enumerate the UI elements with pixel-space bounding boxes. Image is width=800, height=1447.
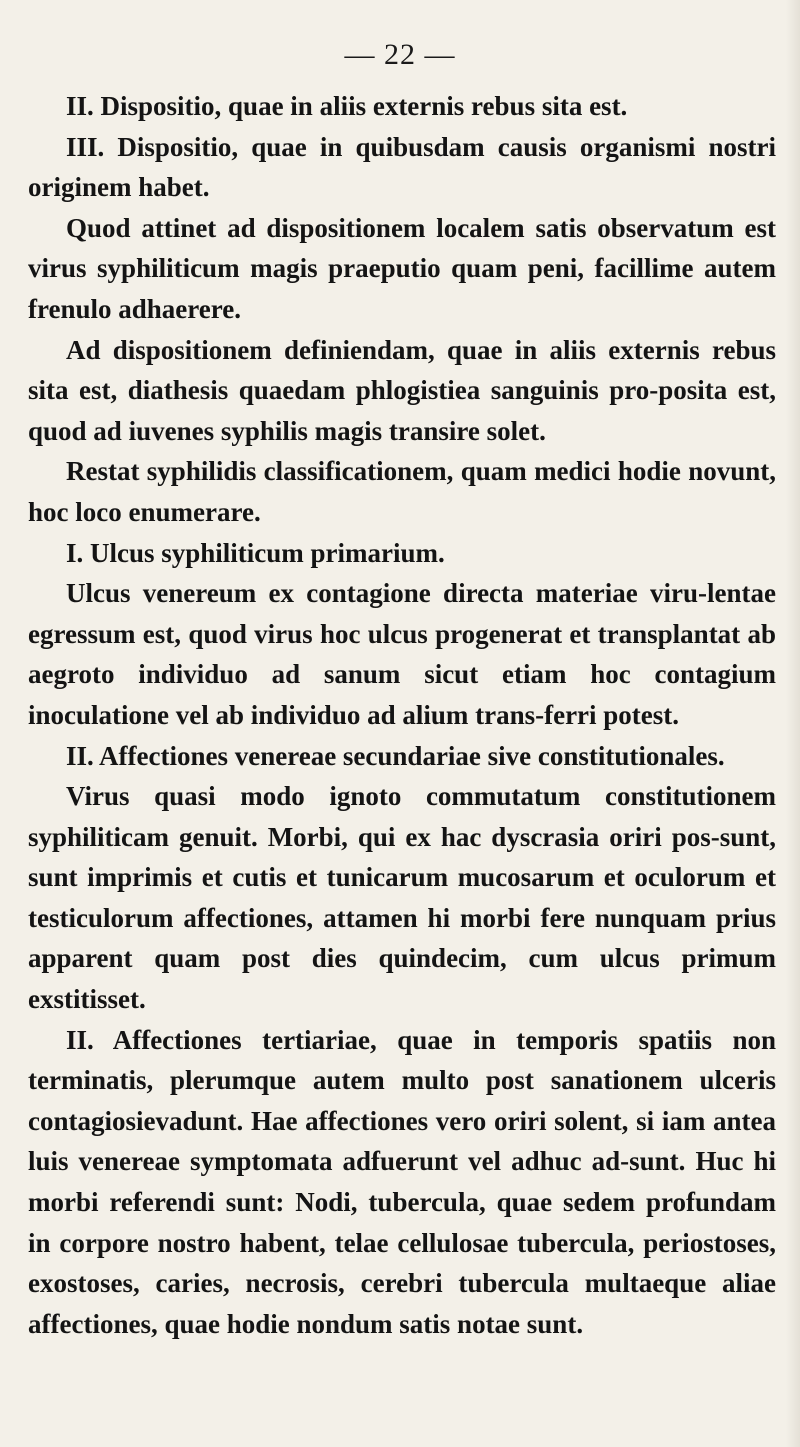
paragraph: II. Dispositio, quae in aliis externis rebus sita est. [66,91,628,121]
paragraph: Ad dispositionem definiendam, quae in aliis externis rebus sita est, diathesis quaedam phlogistiea sanguinis pro-posita est, quod ad iuvenes syphilis magis transire solet. [28,334,776,446]
paragraph: II. Affectiones venereae secundariae sive constitutionales. [66,740,725,771]
paragraph: Virus quasi modo ignoto commutatum constitutionem syphiliticam genuit. Morbi, qui ex hac dyscrasia oriri pos-sunt, sunt imprimis et cutis et tunicarum mucosarum et oculorum et testiculorum affectiones, attamen hi morbi fere nunquam prius apparent quam post dies quindecim, cum ulcus primum exstitisset. [28,781,776,1015]
paragraph: Restat syphilidis classificationem, quam medici hodie novunt, hoc loco enumerare. [28,456,776,527]
paragraph: Ulcus venereum ex contagione directa materiae viru-lentae egressum est, quod virus hoc ulcus progenerat et transplantat ab aegroto individuo ad sanum sicut etiam hoc contagium inoculatione vel ab individuo ad alium trans-ferri potest. [28,578,776,730]
paragraph: II. Affectiones tertiariae, quae in temporis spatiis non terminatis, plerumque autem multo post sanationem ulceris contagiosievadunt. Hae affectiones vero oriri solent, si iam antea luis venereae symptomata adfuerunt vel adhuc ad-sunt. Huc hi morbi referendi sunt: Nodi, tubercula, quae sedem profundam in corpore nostro habent, telae cellulosae tubercula, periostoses, exostoses, caries, necrosis, cerebri tubercula multaeque aliae affectiones, quae hodie nondum satis notae sunt. [28,1024,776,1339]
page-number: — 22 — [344,38,456,71]
body-text [28,86,776,1344]
paragraph: III. Dispositio, quae in quibusdam causis organismi nostri originem habet. [28,131,776,203]
paragraph: I. Ulcus syphiliticum primarium. [66,537,445,568]
page-edge-shadow [786,0,800,1447]
paragraph: Quod attinet ad dispositionem localem satis observatum est virus syphiliticum magis praeputio quam peni, facillime autem frenulo adhaerere. [28,212,776,324]
